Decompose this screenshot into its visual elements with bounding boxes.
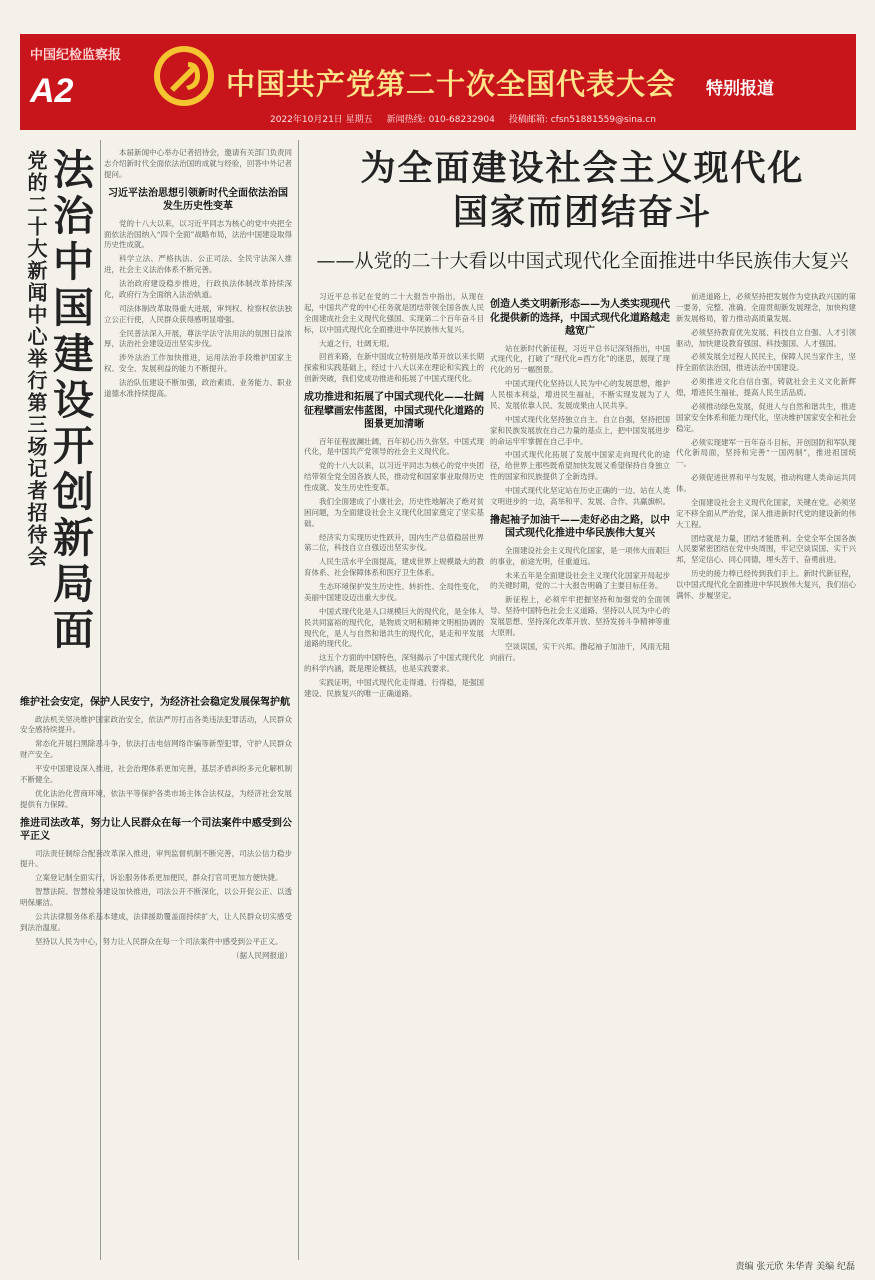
section-label: 特别报道 bbox=[706, 79, 774, 99]
side-story-title: 法治中国建设开创新局面 bbox=[46, 148, 95, 654]
masthead-info-bar bbox=[270, 112, 656, 125]
side-section-heading: 维护社会安定，保护人民安宁，为经济社会稳定发展保驾护航 bbox=[20, 697, 290, 708]
party-emblem-icon bbox=[148, 40, 220, 112]
news-hotline: 新闻热线: 010-68232904 bbox=[386, 115, 495, 125]
main-subheadline: ——从党的二十大看以中国式现代化全面推进中华民族伟大复兴 bbox=[316, 249, 849, 272]
main-section-heading: 成功推进和拓展了中国式现代化——壮阔征程擘画宏伟蓝图，中国式现代化道路的图景更加清晰 bbox=[304, 392, 484, 430]
main-story-column-3: 前进道路上，必须坚持把发展作为党执政兴国的第一要务，完整、准确、全面贯彻新发展理念，加快构建新发展格局，着力推动高质量发展。 必须坚持教育优先发展、科技自立自强、人才引领驱动，加快建设教育强国、科技强国、人才强国。 必须发展全过程人民民主，保障人民当家作主，坚持全面依法治国，推进法治中国建设。 必须推进文化自信自强，铸就社会主义文化新辉煌，增进民生福祉，提高人民生活品质。 必须推动绿色发展，促进人与自然和谐共生，推进国家安全体系和能力现代化，坚决维护国家安全和社会稳定。 必须实现建军一百年奋斗目标，开创国防和军队现代化新局面，坚持和完善“一国两制”，推进祖国统一。 必须促进世界和平与发展，推动构建人类命运共同体。 全面建设社会主义现代化国家，关键在党。必须坚定不移全面从严治党，深入推进新时代党的建设新的伟大工程。 团结就是力量，团结才能胜利。全党全军全国各族人民要紧密团结在党中央周围，牢记空谈误国、实干兴邦，坚定信心、同心同德，埋头苦干、奋勇前进。 历史的接力棒已经传到我们手上。新时代新征程，以中国式现代化全面推进中华民族伟大复兴，我们信心满怀、步履坚定。 bbox=[676, 292, 856, 600]
main-headline-block bbox=[305, 148, 860, 273]
main-section-heading: 创造人类文明新形态——为人类实现现代化提供新的选择，中国式现代化道路越走越宽广 bbox=[490, 299, 670, 337]
column-divider bbox=[298, 140, 299, 1260]
side-story-body-top: 本届新闻中心举办记者招待会，邀请有关部门负责同志介绍新时代全面依法治国的成就与经验，回答中外记者提问。 习近平法治思想引领新时代全面依法治国发生历史性变革 党的十八大以来，以习近平同志为核心的党中央把全面依法治国纳入“四个全面”战略布局，法治中国建设取得历史性成就。 科学立法、严格执法、公正司法、全民守法深入推进，社会主义法治体系不断完善。 法治政府建设稳步推进，行政执法体制改革持续深化，政府行为全面纳入法治轨道。 司法体制改革取得重大进展，审判权、检察权依法独立公正行使，人民群众获得感明显增强。 全民普法深入开展，尊法学法守法用法的氛围日益浓厚，法治社会建设迈出坚实步伐。 涉外法治工作加快推进，运用法治手段维护国家主权、安全、发展利益的能力不断提升。 法治队伍建设不断加强，政治素质、业务能力、职业道德水准持续提高。 bbox=[104, 148, 292, 398]
side-story-subtitle: 党的二十大新闻中心举行第三场记者招待会 bbox=[24, 150, 48, 568]
side-story-byline: （据人民网报道） bbox=[232, 950, 292, 960]
main-headline-line2: 国家而团结奋斗 bbox=[452, 192, 712, 233]
paper-name: 中国纪检监察报 bbox=[30, 48, 122, 63]
main-headline-line1: 为全面建设社会主义现代化 bbox=[360, 149, 805, 189]
main-story-column-2: 创造人类文明新形态——为人类实现现代化提供新的选择，中国式现代化道路越走越宽广 站在新时代新征程，习近平总书记深刻指出，中国式现代化，打破了“现代化=西方化”的迷思，展现了现代化的另一幅图景。 中国式现代化坚持以人民为中心的发展思想，维护人民根本利益，增进民生福祉，不断实现发展为了人民、发展依靠人民、发展成果由人民共享。 中国式现代化坚持独立自主、自立自强，坚持把国家和民族发展放在自己力量的基点上，把中国发展进步的命运牢牢掌握在自己手中。 中国式现代化拓展了发展中国家走向现代化的途径，给世界上那些既希望加快发展又希望保持自身独立性的国家和民族提供了全新选择。 中国式现代化坚定站在历史正确的一边、站在人类文明进步的一边，高举和平、发展、合作、共赢旗帜。 撸起袖子加油干——走好必由之路，以中国式现代化推进中华民族伟大复兴 全面建设社会主义现代化国家，是一项伟大而艰巨的事业，前途光明，任重道远。 未来五年是全面建设社会主义现代化国家开局起步的关键时期，党的二十大报告明确了主要目标任务。 新征程上，必须牢牢把握坚持和加强党的全面领导、坚持中国特色社会主义道路、坚持以人民为中心的发展思想、坚持深化改革开放、坚持发扬斗争精神等重大原则。 空谈误国，实干兴邦。撸起袖子加油干，风雨无阻向前行。 bbox=[490, 299, 670, 662]
footer-editor-credit: 责编 张元欣 朱华青 美编 纪磊 bbox=[735, 1262, 855, 1272]
side-section-heading: 推进司法改革，努力让人民群众在每一个司法案件中感受到公平正义 bbox=[20, 817, 292, 842]
main-story-column-1: 习近平总书记在党的二十大报告中指出，从现在起，中国共产党的中心任务就是团结带领全国各族人民全面建成社会主义现代化强国、实现第二个百年奋斗目标，以中国式现代化全面推进中华民族伟大复兴。 大道之行，壮阔无垠。 回首来路，在新中国成立特别是改革开放以来长期探索和实践基础上，经过十八大以来在理论和实践上的创新突破，我们党成功推进和拓展了中国式现代化。 成功推进和拓展了中国式现代化——壮阔征程擘画宏伟蓝图，中国式现代化道路的图景更加清晰 百年征程波澜壮阔，百年初心历久弥坚。中国式现代化，是中国共产党领导的社会主义现代化。 党的十八大以来，以习近平同志为核心的党中央团结带领全党全国各族人民，推动党和国家事业取得历史性成就、发生历史性变革。 我们全面建成了小康社会，历史性地解决了绝对贫困问题，为全面建设社会主义现代化国家奠定了坚实基础。 经济实力实现历史性跃升，国内生产总值稳居世界第二位，科技自立自强迈出坚实步伐。 人民生活水平全面提高，建成世界上规模最大的教育体系、社会保障体系和医疗卫生体系。 生态环境保护发生历史性、转折性、全局性变化，美丽中国建设迈出重大步伐。 中国式现代化是人口规模巨大的现代化，是全体人民共同富裕的现代化，是物质文明和精神文明相协调的现代化，是人与自然和谐共生的现代化，是走和平发展道路的现代化。 这五个方面的中国特色，深刻揭示了中国式现代化的科学内涵，既是理论概括，也是实践要求。 实践证明，中国式现代化走得通、行得稳，是强国建设、民族复兴的唯一正确道路。 bbox=[304, 292, 484, 698]
main-section-heading: 撸起袖子加油干——走好必由之路，以中国式现代化推进中华民族伟大复兴 bbox=[490, 514, 670, 540]
issue-date: 2022年10月21日 星期五 bbox=[270, 115, 373, 125]
submission-email: 投稿邮箱: cfsn51881559@sina.cn bbox=[508, 115, 656, 125]
side-section-heading: 习近平法治思想引领新时代全面依法治国发生历史性变革 bbox=[108, 187, 288, 213]
masthead-banner bbox=[20, 34, 856, 130]
main-headline bbox=[305, 148, 860, 236]
congress-banner-title: 中国共产党第二十次全国代表大会 bbox=[226, 67, 677, 101]
page-number: A2 bbox=[30, 72, 74, 110]
side-story-body-bottom: 维护社会安定，保护人民安宁，为经济社会稳定发展保驾护航 政法机关坚决维护国家政治安全，依法严厉打击各类违法犯罪活动，人民群众安全感持续提升。 常态化开展扫黑除恶斗争，依法打击电信网络诈骗等新型犯罪，守护人民群众财产安全。 平安中国建设深入推进，社会治理体系更加完善，基层矛盾纠纷多元化解机制不断健全。 优化法治化营商环境，依法平等保护各类市场主体合法权益，为经济社会发展提供有力保障。 推进司法改革，努力让人民群众在每一个司法案件中感受到公平正义 司法责任制综合配套改革深入推进，审判监督机制不断完善，司法公信力稳步提升。 立案登记制全面实行，诉讼服务体系更加便民，群众打官司更加方便快捷。 智慧法院、智慧检务建设加快推进，司法公开不断深化，以公开促公正、以透明保廉洁。 公共法律服务体系基本建成，法律援助覆盖面持续扩大，让人民群众切实感受到法治温度。 坚持以人民为中心，努力让人民群众在每一个司法案件中感受到公平正义。 （据人民网报道） bbox=[20, 697, 292, 960]
